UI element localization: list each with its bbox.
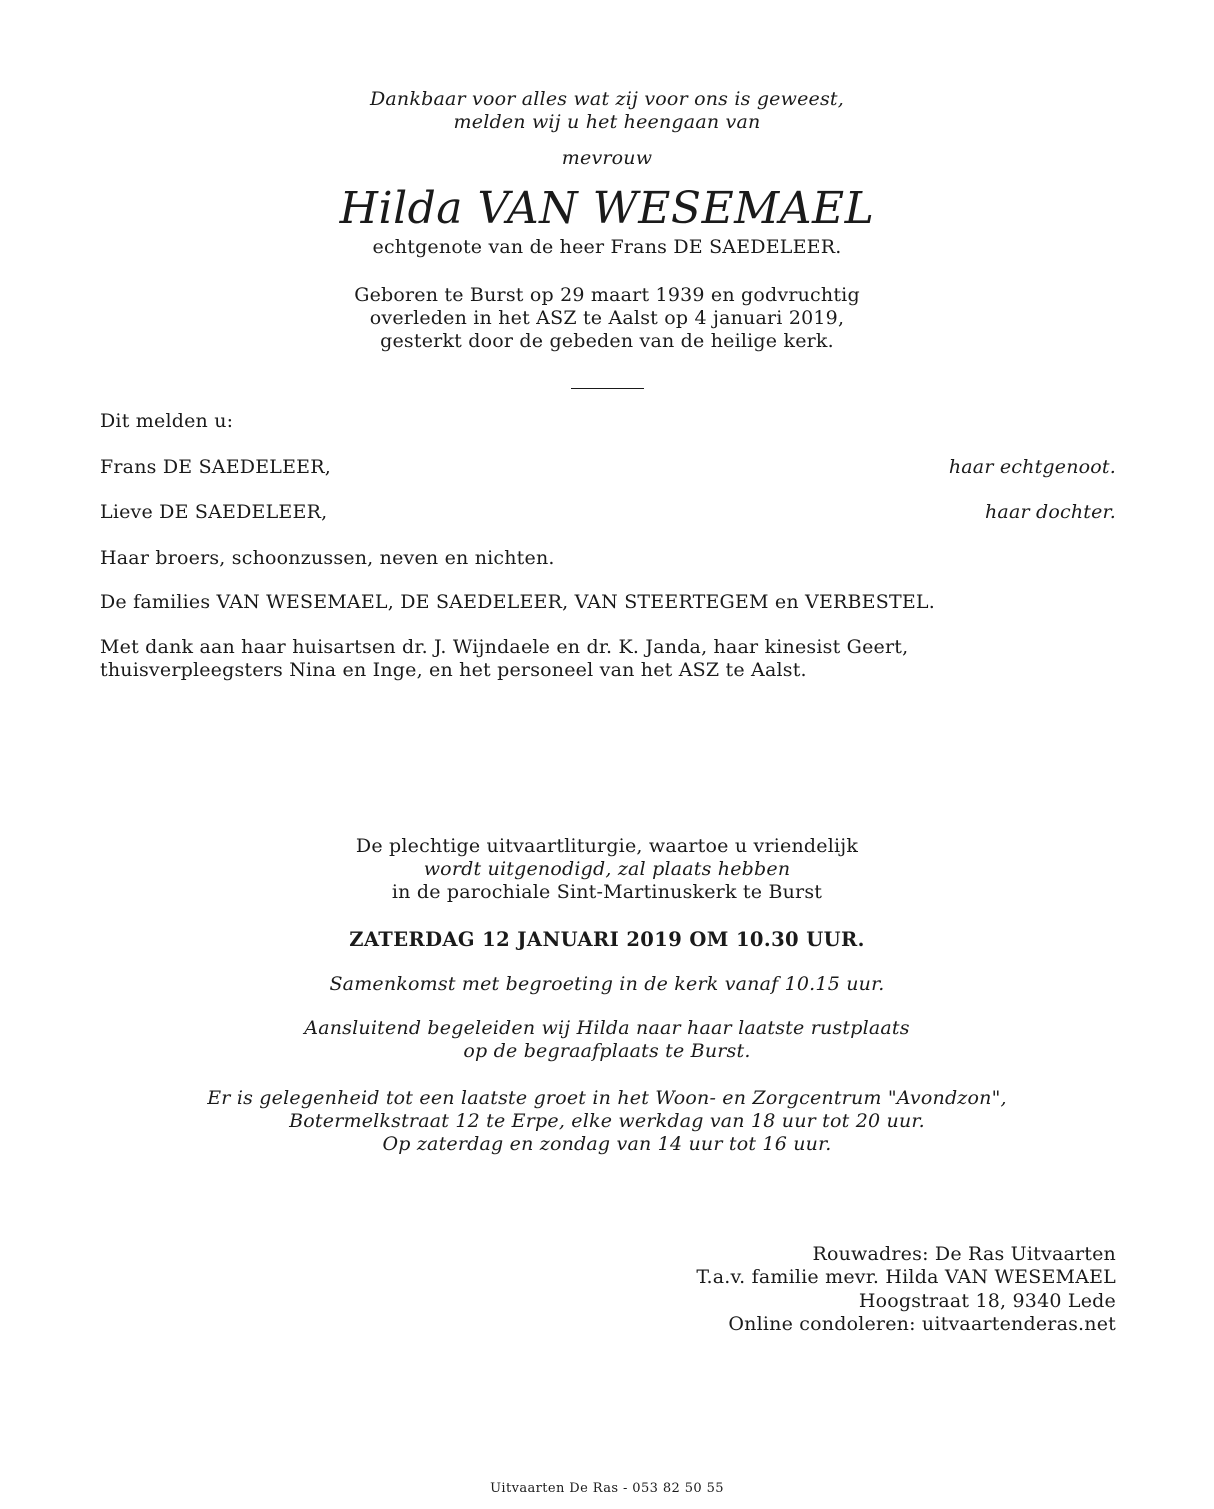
liturgy-text bbox=[0, 835, 1214, 904]
mourning-address bbox=[696, 1243, 1116, 1336]
thanks-text bbox=[100, 636, 1116, 682]
burial-line: Aansluitend begeleiden wij Hilda naar haar laatste rustplaats bbox=[304, 1017, 910, 1039]
burial-text bbox=[0, 1017, 1214, 1063]
meeting-line: Samenkomst met begroeting in de kerk vanaf 10.15 uur. bbox=[329, 973, 885, 995]
deceased-name: Hilda VAN WESEMAEL bbox=[339, 183, 875, 234]
family-member-row bbox=[100, 456, 1116, 479]
intro-text bbox=[0, 88, 1214, 134]
address-line: Rouwadres: De Ras Uitvaarten bbox=[812, 1243, 1116, 1265]
relatives-line: Haar broers, schoonzussen, neven en nichten. bbox=[100, 547, 555, 569]
address-line: Online condoleren: uitvaartenderas.net bbox=[728, 1312, 1116, 1335]
thanks-line: Met dank aan haar huisartsen dr. J. Wijndaele en dr. K. Janda, haar kinesist Geert, bbox=[100, 636, 909, 658]
birth-death-line: overleden in het ASZ te Aalst op 4 januari 2019, bbox=[369, 307, 845, 329]
birth-death-line: Geboren te Burst op 29 maart 1939 en godvruchtig bbox=[354, 284, 860, 306]
burial-line: op de begraafplaats te Burst. bbox=[463, 1040, 751, 1062]
family-member-relation: haar dochter. bbox=[984, 501, 1116, 523]
family-member-relation: haar echtgenoot. bbox=[948, 456, 1116, 478]
honorific: mevrouw bbox=[561, 147, 653, 169]
liturgy-line: in de parochiale Sint-Martinuskerk te Burst bbox=[391, 881, 823, 903]
farewell-line: Er is gelegenheid tot een laatste groet in het Woon- en Zorgcentrum "Avondzon", bbox=[207, 1087, 1007, 1109]
divider bbox=[571, 388, 644, 389]
intro-line: Dankbaar voor alles wat zij voor ons is geweest, bbox=[369, 88, 845, 110]
liturgy-line: De plechtige uitvaartliturgie, waartoe u vriendelijk bbox=[355, 835, 859, 857]
announcement-heading: Dit melden u: bbox=[100, 410, 234, 432]
family-member-name: Lieve DE SAEDELEER, bbox=[100, 501, 328, 523]
farewell-line: Botermelkstraat 12 te Erpe, elke werkdag van 18 uur tot 20 uur. bbox=[289, 1110, 925, 1132]
farewell-text bbox=[0, 1087, 1214, 1156]
families-line: De families VAN WESEMAEL, DE SAEDELEER, VAN STEERTEGEM en VERBESTEL. bbox=[100, 591, 935, 613]
footer-contact: Uitvaarten De Ras - 053 82 50 55 bbox=[490, 1481, 724, 1496]
family-member-name: Frans DE SAEDELEER, bbox=[100, 456, 331, 478]
address-line: Hoogstraat 18, 9340 Lede bbox=[858, 1289, 1116, 1312]
funeral-date: ZATERDAG 12 JANUARI 2019 OM 10.30 UUR. bbox=[349, 928, 865, 951]
farewell-line: Op zaterdag en zondag van 14 uur tot 16 uur. bbox=[382, 1133, 832, 1155]
spouse-line: echtgenote van de heer Frans DE SAEDELEER. bbox=[372, 236, 842, 258]
address-line: T.a.v. familie mevr. Hilda VAN WESEMAEL bbox=[696, 1266, 1116, 1289]
intro-line: melden wij u het heengaan van bbox=[453, 111, 761, 133]
birth-death-line: gesterkt door de gebeden van de heilige kerk. bbox=[380, 330, 834, 352]
liturgy-line: wordt uitgenodigd, zal plaats hebben bbox=[423, 858, 791, 880]
thanks-line: thuisverpleegsters Nina en Inge, en het personeel van het ASZ te Aalst. bbox=[100, 659, 807, 681]
family-member-row bbox=[100, 501, 1116, 524]
birth-death-text bbox=[0, 284, 1214, 353]
